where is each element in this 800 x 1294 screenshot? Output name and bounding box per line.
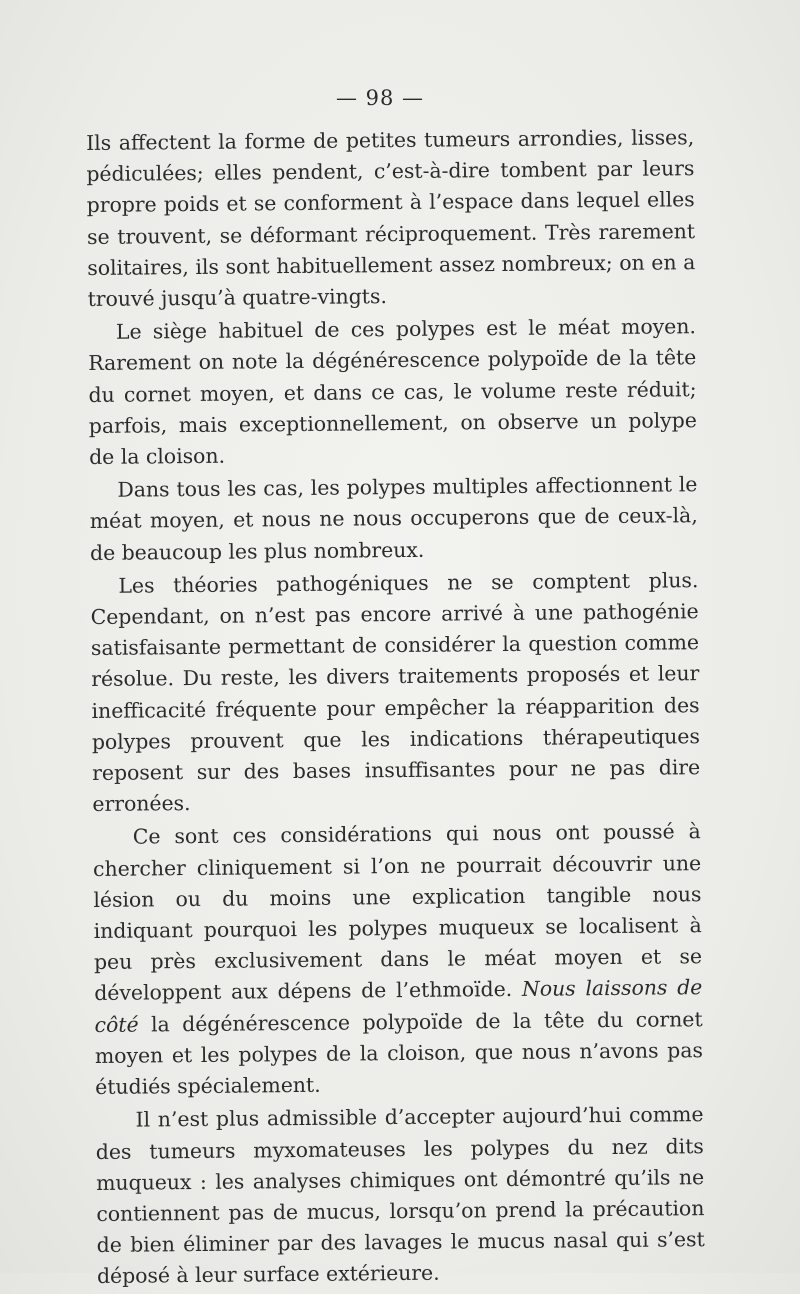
paragraph-5-end: la dégénérescence polypoïde de la tête du cornet moyen et les polypes de la cloison, que nous n’avons pas étudiés spécialement. [94,1006,703,1100]
paragraph-4: Les théories pathogéniques ne se comptent plus. Cependant, on n’est pas encore arrivé à une pathogénie satisfaisante permettant de considérer la question comme résolue. Du reste, les divers traitements proposés et leur inefficacité fréquente pour empêcher la réapparition des polypes prouvent que les indications thérapeutiques reposent sur des bases insuffisantes pour ne pas dire erronées. [90,567,701,817]
paragraph-5-start: Ce sont ces considérations qui nous ont poussé à chercher cliniquement si l’on ne pourrait découvrir une lésion ou du moins une explication tangible nous indiquant pourquoi les polypes muqueux se localisent à peu près exclusivement dans le méat moyen et se développent aux dépens de l’ethmoïde. [92,819,703,1006]
body-text [86,122,705,1294]
paragraph-1: Ils affectent la forme de petites tumeurs arrondies, lisses, pédiculées; elles pendent, c’est-à-dire tombent par leurs propre poids et se conforment à l’espace dans lequel elles se trouvent, se déformant réciproquement. Très rarement solitaires, ils sont habituellement assez nombreux; on en a trouvé jusqu’à quatre-vingts. [86,125,696,312]
paragraph-2: Le siège habituel de ces polypes est le méat moyen. Rarement on note la dégénérescence polypoïde de la tête du cornet moyen, et dans ce cas, le volume reste réduit; parfois, mais exceptionnellement, on observe un polype de la cloison. [88,314,697,470]
paragraph-6: Il n’est plus admissible d’accepter aujourd’hui comme des tumeurs myxomateuses les polypes du nez dits muqueux : les analyses chimiques ont démontré qu’ils ne contiennent pas de mucus, lorsqu’on prend la précaution de bien éliminer par des lavages le mucus nasal qui s’est déposé à leur surface extérieure. [95,1102,705,1289]
paragraph-3: Dans tous les cas, les polypes multiples affectionnent le méat moyen, et nous ne nous occuperons que de ceux-là, de beaucoup les plus nombreux. [89,472,698,565]
paragraph-5 [93,817,704,1104]
paragraph-5-italic: Nous laissons de côté [94,975,703,1037]
page-number: — 98 — [335,86,425,110]
